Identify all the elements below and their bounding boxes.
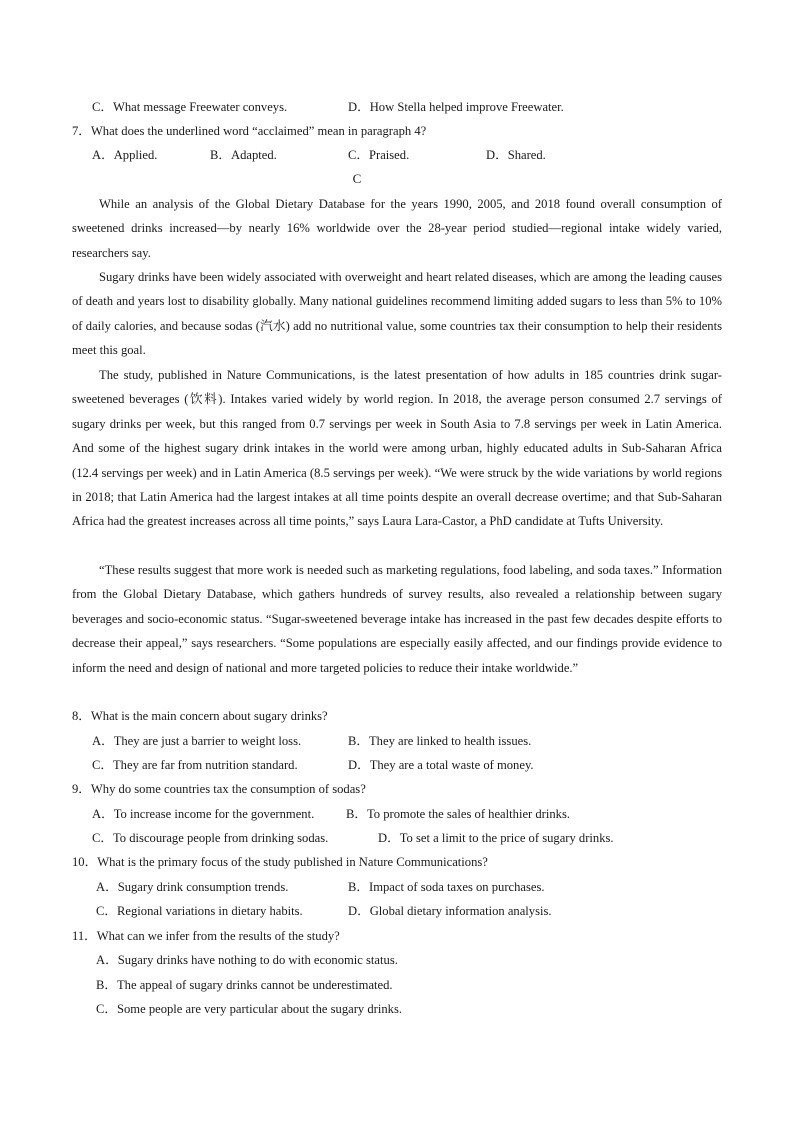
passage-paragraph-1: While an analysis of the Global Dietary Database for the years 1990, 2005, and 2018 found overall consumption of sweetened drinks increased—by nearly 16% worldwide over the 28-year period studied—regional intake widely varied, researchers say. <box>72 197 722 260</box>
passage-label: C <box>352 171 362 186</box>
q10-option-b: B．Impact of soda taxes on purchases. <box>348 880 545 894</box>
q7-option-a: A．Applied. <box>92 148 158 162</box>
q8-stem: 8．What is the main concern about sugary drinks? <box>72 709 328 723</box>
q6-option-c: C．What message Freewater conveys. <box>92 100 288 114</box>
q8-option-b: B．They are linked to health issues. <box>348 734 532 748</box>
q6-option-d: D．How Stella helped improve Freewater. <box>348 100 564 114</box>
q8-option-c: C．They are far from nutrition standard. <box>92 758 298 772</box>
q8-option-d: D．They are a total waste of money. <box>348 758 534 772</box>
q7-stem: 7．What does the underlined word “acclaimed” mean in paragraph 4? <box>72 124 427 138</box>
q10-option-d: D．Global dietary information analysis. <box>348 904 552 918</box>
q8-option-a: A．They are just a barrier to weight loss. <box>92 734 302 748</box>
passage-paragraph-4: “These results suggest that more work is needed such as marketing regulations, food labeling, and soda taxes.” Information from the Global Dietary Database, which gathers hundreds of survey results, also revealed a relationship between sugary beverages and socio-economic status. “Sugar-sweetened beverage intake has increased in the past few decades despite efforts to decrease their appeal,” says researchers. “Some populations are especially easily affected, and our findings provide evidence to inform the need and design of national and more targeted policies to reduce their intake worldwide.” <box>72 563 722 675</box>
q9-option-a: A．To increase income for the government. <box>92 807 315 821</box>
q9-option-d: D．To set a limit to the price of sugary drinks. <box>378 831 614 845</box>
q9-option-b: B．To promote the sales of healthier drinks. <box>346 807 571 821</box>
passage-paragraph-2: Sugary drinks have been widely associated with overweight and heart related diseases, which are among the leading causes of death and years lost to disability globally. Many national guidelines recommend limiting added sugars to less than 5% to 10% of daily calories, and because sodas (汽水) add no nutritional value, some countries tax their consumption to help their residents meet this goal. <box>72 270 722 358</box>
q11-option-a: A．Sugary drinks have nothing to do with economic status. <box>96 953 398 967</box>
passage-paragraph-3: The study, published in Nature Communications, is the latest presentation of how adults in 185 countries drink sugar-sweetened beverages (饮料). Intakes varied widely by world region. In 2018, the average person consumed 2.7 servings of sugary drinks per week, but this ranged from 0.7 servings per week in South Asia to 7.8 servings per week in Latin America. And some of the highest sugary drink intakes in the world were among urban, highly educated adults in Sub-Saharan Africa (12.4 servings per week) and in Latin America (8.5 servings per week). “We were struck by the wide variations by world regions in 2018; that Latin America had the largest intakes at all time points despite an overall decrease overtime; and that Sub-Saharan Africa had the greatest increases across all time points,” says Laura Lara-Castor, a PhD candidate at Tufts University. <box>72 368 722 529</box>
q9-option-c: C．To discourage people from drinking sodas. <box>92 831 329 845</box>
q10-stem: 10．What is the primary focus of the study published in Nature Communications? <box>72 855 488 869</box>
q7-option-c: C．Praised. <box>348 148 410 162</box>
q10-option-c: C．Regional variations in dietary habits. <box>96 904 303 918</box>
q10-option-a: A．Sugary drink consumption trends. <box>96 880 289 894</box>
q11-stem: 11．What can we infer from the results of the study? <box>72 929 340 943</box>
q11-option-b: B．The appeal of sugary drinks cannot be underestimated. <box>96 978 393 992</box>
q7-option-b: B．Adapted. <box>210 148 277 162</box>
q9-stem: 9．Why do some countries tax the consumption of sodas? <box>72 782 366 796</box>
q11-option-c: C．Some people are very particular about the sugary drinks. <box>96 1002 403 1016</box>
q7-option-d: D．Shared. <box>486 148 546 162</box>
